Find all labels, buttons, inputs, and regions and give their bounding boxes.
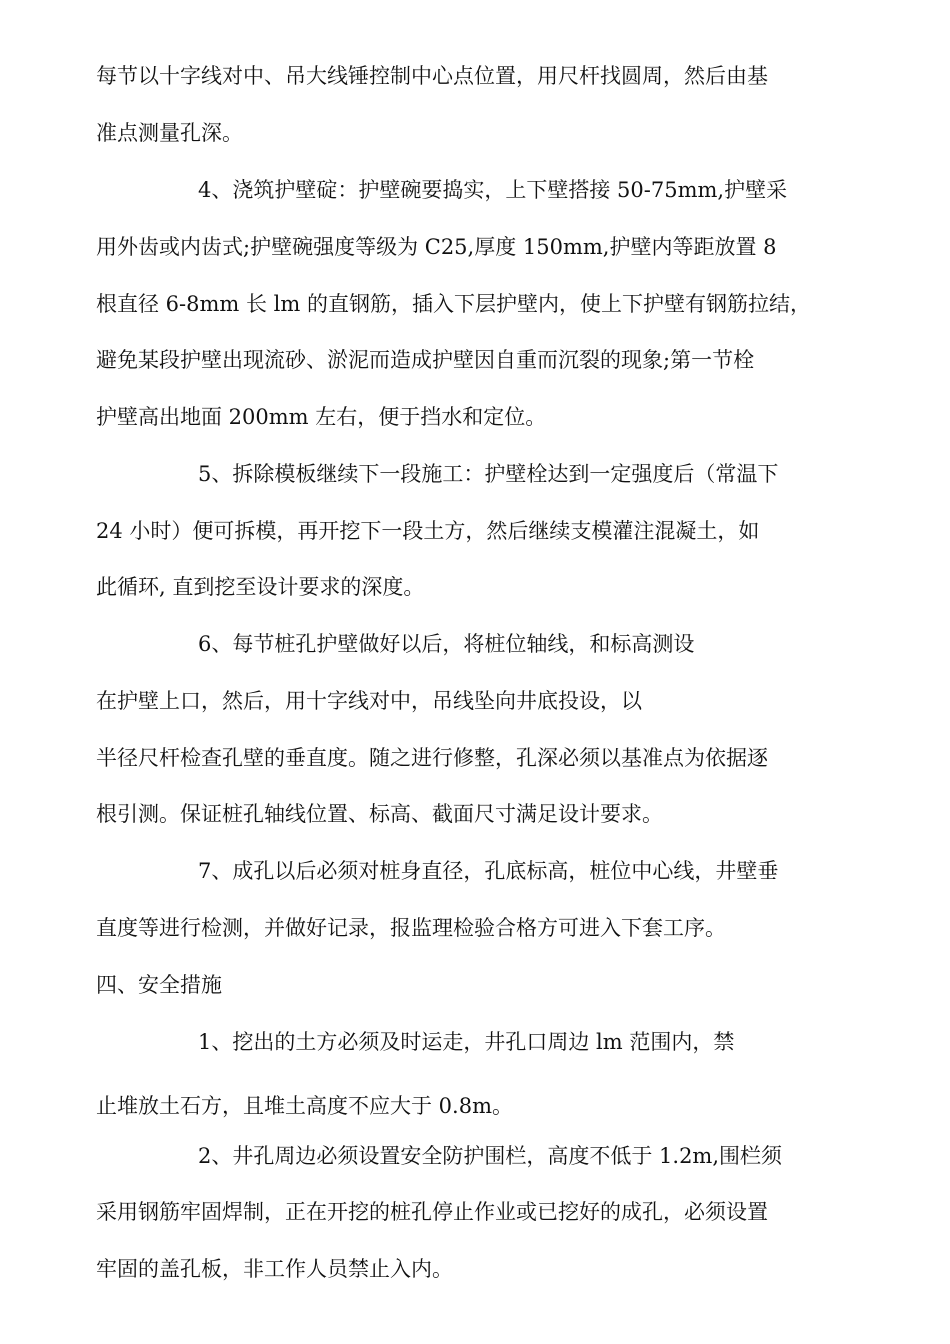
text-line: 采用钢筋牢固焊制，正在开挖的桩孔停止作业或已挖好的成孔，必须设置 [96, 1200, 768, 1224]
text-line: 半径尺杆检查孔壁的垂直度。随之进行修整，孔深必须以基准点为依据逐 [96, 746, 768, 770]
text-line: 直度等进行检测，并做好记录，报监理检验合格方可进入下套工序。 [96, 916, 726, 940]
section-heading: 四、安全措施 [96, 973, 222, 997]
text-line: 根直径 6-8mm 长 lm 的直钢筋，插入下层护壁内，使上下护壁有钢筋拉结， [96, 292, 811, 316]
paragraph-6-start: 6、每节桩孔护壁做好以后，将桩位轴线，和标高测设 [198, 632, 695, 656]
text-line: 牢固的盖孔板，非工作人员禁止入内。 [96, 1257, 453, 1281]
safety-item-1-start: 1、挖出的土方必须及时运走，井孔口周边 lm 范围内，禁 [198, 1030, 735, 1054]
text-line: 此循环, 直到挖至设计要求的深度。 [96, 575, 425, 599]
paragraph-7-start: 7、成孔以后必须对桩身直径，孔底标高，桩位中心线，井壁垂 [198, 859, 779, 883]
text-line: 止堆放土石方，且堆土高度不应大于 0.8m。 [96, 1094, 513, 1118]
text-line: 24 小时）便可拆模，再开挖下一段土方，然后继续支模灌注混凝土，如 [96, 519, 760, 543]
text-line: 护壁高出地面 200mm 左右，便于挡水和定位。 [96, 405, 547, 429]
text-line: 准点测量孔深。 [96, 121, 243, 145]
text-line: 在护壁上口，然后，用十字线对中，吊线坠向井底投设，以 [96, 689, 642, 713]
text-line: 避免某段护壁出现流砂、淤泥而造成护壁因自重而沉裂的现象;第一节栓 [96, 348, 755, 372]
text-line: 根引测。保证桩孔轴线位置、标高、截面尺寸满足设计要求。 [96, 802, 663, 826]
text-line: 每节以十字线对中、吊大线锤控制中心点位置，用尺杆找圆周，然后由基 [96, 64, 768, 88]
paragraph-5-start: 5、拆除模板继续下一段施工：护壁栓达到一定强度后（常温下 [198, 462, 779, 486]
safety-item-2-start: 2、井孔周边必须设置安全防护围栏，高度不低于 1.2m,围栏须 [198, 1144, 783, 1168]
text-line: 用外齿或内齿式;护壁碗强度等级为 C25,厚度 150mm,护壁内等距放置 8 [96, 235, 777, 259]
paragraph-4-start: 4、浇筑护壁碇：护壁碗要捣实，上下壁搭接 50-75mm,护壁采 [198, 178, 788, 202]
